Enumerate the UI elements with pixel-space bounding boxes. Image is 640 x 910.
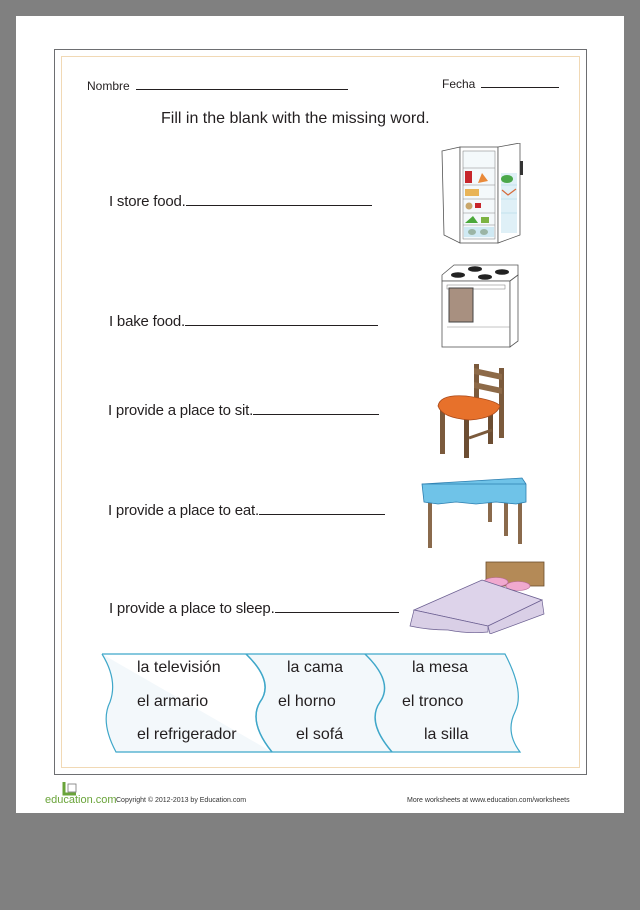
word-bank-item: la cama xyxy=(287,659,344,676)
word-bank-item: la mesa xyxy=(412,659,469,676)
question-2 xyxy=(109,313,378,330)
name-blank[interactable] xyxy=(136,79,348,90)
more-worksheets-link[interactable]: More worksheets at www.education.com/worksheets xyxy=(407,797,570,804)
word-bank-item: el refrigerador xyxy=(137,726,237,743)
word-bank-item: el armario xyxy=(137,693,209,710)
bed-image xyxy=(408,560,548,634)
brand-logo-text: education.com xyxy=(45,794,117,806)
answer-blank-5[interactable] xyxy=(275,602,399,613)
stove-image xyxy=(440,261,520,351)
word-bank-item: el horno xyxy=(278,693,336,710)
date-field[interactable] xyxy=(442,77,559,91)
word-bank-item: la silla xyxy=(424,726,469,743)
question-1 xyxy=(109,193,372,210)
question-1-text: I store food. xyxy=(109,193,186,210)
question-3-text: I provide a place to sit. xyxy=(108,402,254,419)
word-bank-item: el tronco xyxy=(402,693,464,710)
answer-blank-4[interactable] xyxy=(259,504,385,515)
name-label: Nombre xyxy=(87,79,130,93)
chair-image xyxy=(436,362,512,460)
word-bank-item: la televisión xyxy=(137,659,221,676)
word-bank-item: el sofá xyxy=(296,726,344,743)
question-4 xyxy=(108,502,385,519)
copyright-text: Copyright © 2012-2013 by Education.com xyxy=(116,797,247,804)
answer-blank-1[interactable] xyxy=(186,195,372,206)
date-label: Fecha xyxy=(442,77,476,91)
date-blank[interactable] xyxy=(481,77,559,88)
table-image xyxy=(416,474,528,550)
question-5-text: I provide a place to sleep. xyxy=(109,600,275,617)
answer-blank-3[interactable] xyxy=(253,404,379,415)
name-field[interactable] xyxy=(87,79,348,93)
question-3 xyxy=(108,402,379,419)
instructions-title: Fill in the blank with the missing word. xyxy=(161,110,430,127)
question-2-text: I bake food. xyxy=(109,313,185,330)
refrigerator-image xyxy=(440,143,526,245)
answer-blank-2[interactable] xyxy=(185,315,378,326)
question-5 xyxy=(109,600,399,617)
question-4-text: I provide a place to eat. xyxy=(108,502,259,519)
